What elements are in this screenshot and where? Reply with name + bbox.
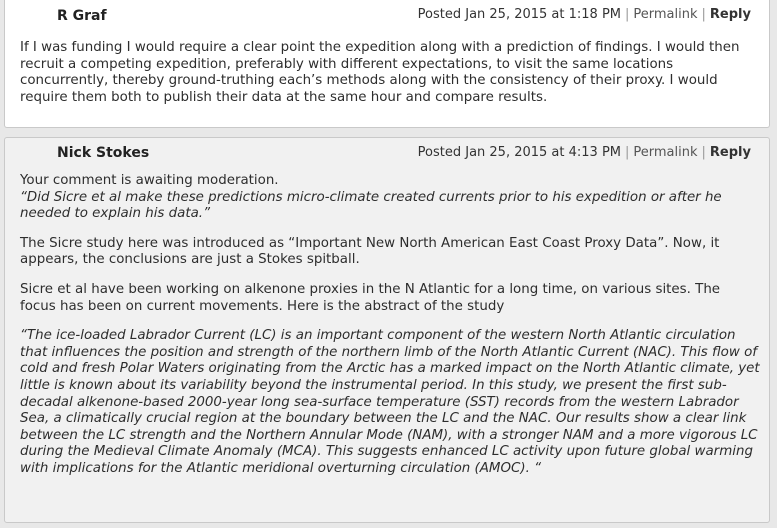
meta-separator: | <box>701 7 706 22</box>
comment-body <box>20 173 760 491</box>
permalink-link[interactable]: Permalink <box>633 7 698 22</box>
posted-date: Posted Jan 25, 2015 at 4:13 PM <box>417 145 622 160</box>
reply-link[interactable]: Reply <box>709 7 751 22</box>
permalink-link[interactable]: Permalink <box>633 145 698 160</box>
comment-paragraph: Sicre et al have been working on alkenone proxies in the N Atlantic for a long time, on various sites. The focus has been on current movements. Here is the abstract of the study <box>20 281 721 314</box>
posted-date: Posted Jan 25, 2015 at 1:18 PM <box>417 7 622 22</box>
comment-author: Nick Stokes <box>57 145 150 161</box>
comment-nick-stokes <box>4 137 770 523</box>
meta-separator: | <box>625 7 630 22</box>
comment-paragraph: The Sicre study here was introduced as “Important New North American East Coast Proxy Data”. Now, it appears, the conclusions are just a Stokes spitball. <box>20 235 720 268</box>
comment-meta <box>418 7 751 22</box>
meta-separator: | <box>701 145 706 160</box>
comment-text: If I was funding I would require a clear point the expedition along with a prediction of findings. I would then recruit a competing expedition, preferably with different expectations, to visit the same locations concurrently, thereby ground-truthing each’s methods along with the consistency of their proxy. I would require them both to publish their data at the same hour and compare results. <box>20 40 740 105</box>
comment-meta <box>418 145 751 160</box>
reply-link[interactable]: Reply <box>709 145 751 160</box>
meta-separator: | <box>625 145 630 160</box>
quoted-text: “Did Sicre et al make these predictions micro-climate created currents prior to his expedition or after he needed to explain his data.” <box>20 189 722 222</box>
comment-r-graf <box>4 0 770 128</box>
comment-author: R Graf <box>57 8 107 24</box>
comment-body <box>20 40 760 119</box>
abstract-quote: “The ice-loaded Labrador Current (LC) is an important component of the western North Atlantic circulation that influences the position and strength of the northern limb of the North Atlantic Current (NAC). This flow of cold and fresh Polar Waters originating from the Arctic has a marked impact on the North Atlantic climate, yet little is known about its variability beyond the instrumental period. In this study, we present the first sub-decadal alkenone-based 2000-year long sea-surface temperature (SST) records from the western Labrador Sea, a climatically crucial region at the boundary between the LC and the NAC. Our results show a clear link between the LC strength and the Northern Annular Mode (NAM), with a stronger NAM and a more vigorous LC during the Medieval Climate Anomaly (MCA). This suggests enhanced LC activity upon future global warming with implications for the Atlantic meridional overturning circulation (AMOC). “ <box>20 328 760 476</box>
moderation-notice: Your comment is awaiting moderation. <box>20 173 279 188</box>
